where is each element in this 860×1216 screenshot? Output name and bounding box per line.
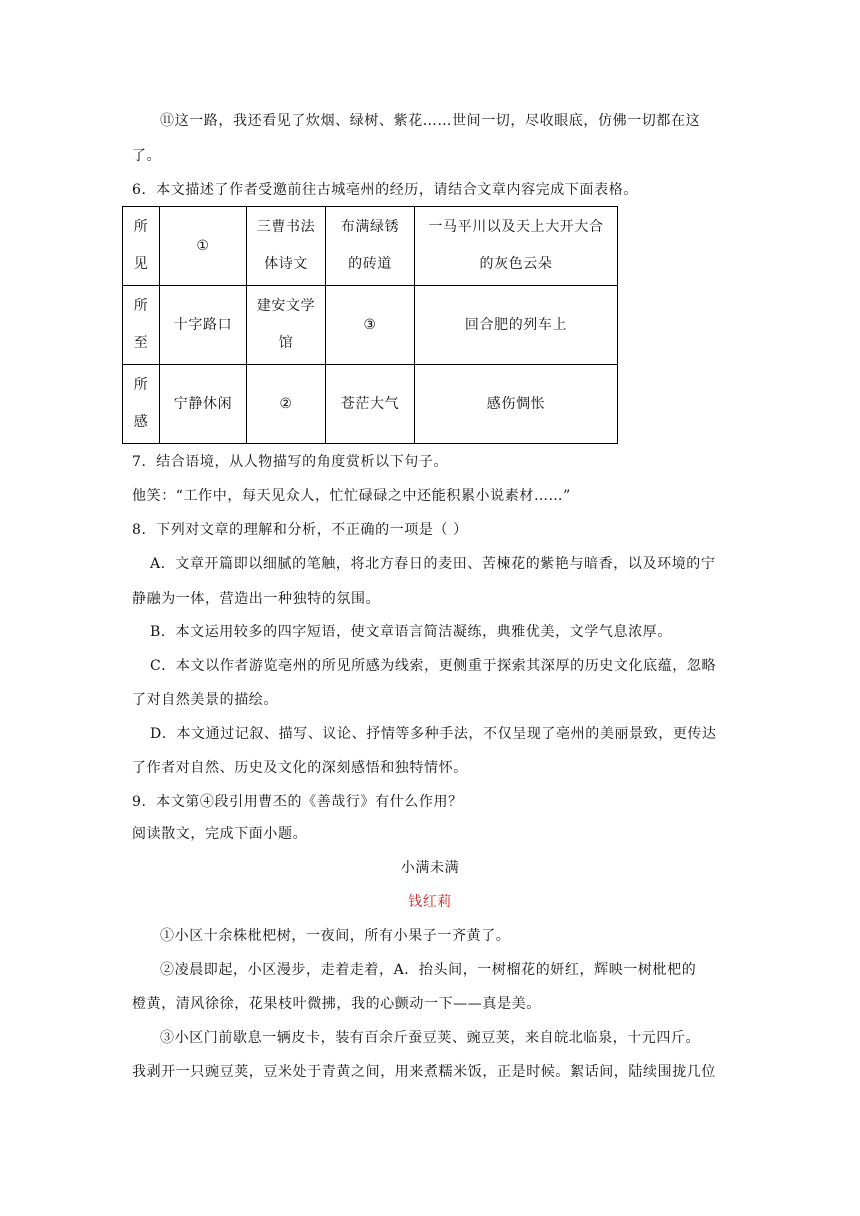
table-row-seen	[123, 207, 618, 286]
table-cell: ②	[247, 365, 326, 444]
table-cell: 回合肥的列车上	[415, 286, 618, 365]
table-cell: 建安文学 馆	[247, 286, 326, 365]
table-cell: ①	[160, 207, 247, 286]
passage-paragraph-2-line1: ②凌晨即起，小区漫步，走着走着，A．抬头间，一树榴花的妍红，辉映一树枇杷的	[160, 962, 697, 978]
row-header-seen: 所 见	[123, 207, 160, 286]
option-a-line1: A．文章开篇即以细腻的笔触，将北方春日的麦田、苦楝花的紫艳与暗香，以及环境的宁	[150, 556, 716, 572]
passage-paragraph-1: ①小区十余株枇杷树，一夜间，所有小果子一齐黄了。	[160, 928, 511, 944]
table-cell: 十字路口	[160, 286, 247, 365]
table-row-arrived	[123, 286, 618, 365]
question-6-table	[122, 206, 618, 444]
table-row-felt	[123, 365, 618, 444]
question-7-prompt: 7．结合语境，从人物描写的角度赏析以下句子。	[132, 454, 449, 470]
option-d-line2: 了作者对自然、历史及文化的深刻感悟和独特情怀。	[132, 760, 468, 776]
passage-title: 小满未满	[400, 860, 460, 876]
option-a-line2: 静融为一体，营造出一种独特的氛围。	[132, 591, 381, 607]
option-b: B．本文运用较多的四字短语，使文章语言简洁凝练，典雅优美，文学气息浓厚。	[150, 624, 672, 640]
table-cell: 感伤惆怅	[415, 365, 618, 444]
option-c-line1: C．本文以作者游览亳州的所见所感为线索，更侧重于探索其深厚的历史文化底蕴，忽略	[150, 658, 717, 674]
passage-paragraph-2-line2: 橙黄，清风徐徐，花果枝叶微拂，我的心颤动一下——真是美。	[132, 996, 541, 1012]
table-cell: 布满绿锈 的砖道	[326, 207, 415, 286]
row-header-arrived: 所 至	[123, 286, 160, 365]
passage-paragraph-3-line2: 我剥开一只豌豆荚，豆米处于青黄之间，用来煮糯米饭，正是时候。絮话间，陆续围拢几位	[132, 1064, 716, 1080]
paragraph-11-line1: ⑪这一路，我还看见了炊烟、绿树、紫花……世间一切，尽收眼底，仿佛一切都在这	[160, 113, 701, 129]
question-7-quote: 他笑：“工作中，每天见众人，忙忙碌碌之中还能积累小说素材……”	[132, 488, 571, 504]
option-d-line1: D．本文通过记叙、描写、议论、抒情等多种手法，不仅呈现了亳州的美丽景致，更传达	[150, 726, 717, 742]
passage-author: 钱红莉	[408, 894, 452, 910]
option-c-line2: 了对自然美景的描绘。	[132, 692, 278, 708]
passage-paragraph-3-line1: ③小区门前歇息一辆皮卡，装有百余斤蚕豆荚、豌豆荚，来自皖北临泉，十元四斤。	[160, 1030, 701, 1046]
table-cell: 宁静休闲	[160, 365, 247, 444]
reading-instruction: 阅读散文，完成下面小题。	[132, 826, 308, 842]
question-6-prompt: 6．本文描述了作者受邀前往古城亳州的经历，请结合文章内容完成下面表格。	[132, 182, 638, 198]
table-cell: ③	[326, 286, 415, 365]
paragraph-11-line2: 了。	[132, 148, 162, 164]
table-cell: 苍茫大气	[326, 365, 415, 444]
question-9-prompt: 9．本文第④段引用曹丕的《善哉行》有什么作用？	[132, 794, 463, 810]
table-cell: 三曹书法 体诗文	[247, 207, 326, 286]
row-header-felt: 所 感	[123, 365, 160, 444]
table-cell: 一马平川以及天上大开大合 的灰色云朵	[415, 207, 618, 286]
question-8-prompt: 8．下列对文章的理解和分析，不正确的一项是（ ）	[132, 522, 468, 538]
